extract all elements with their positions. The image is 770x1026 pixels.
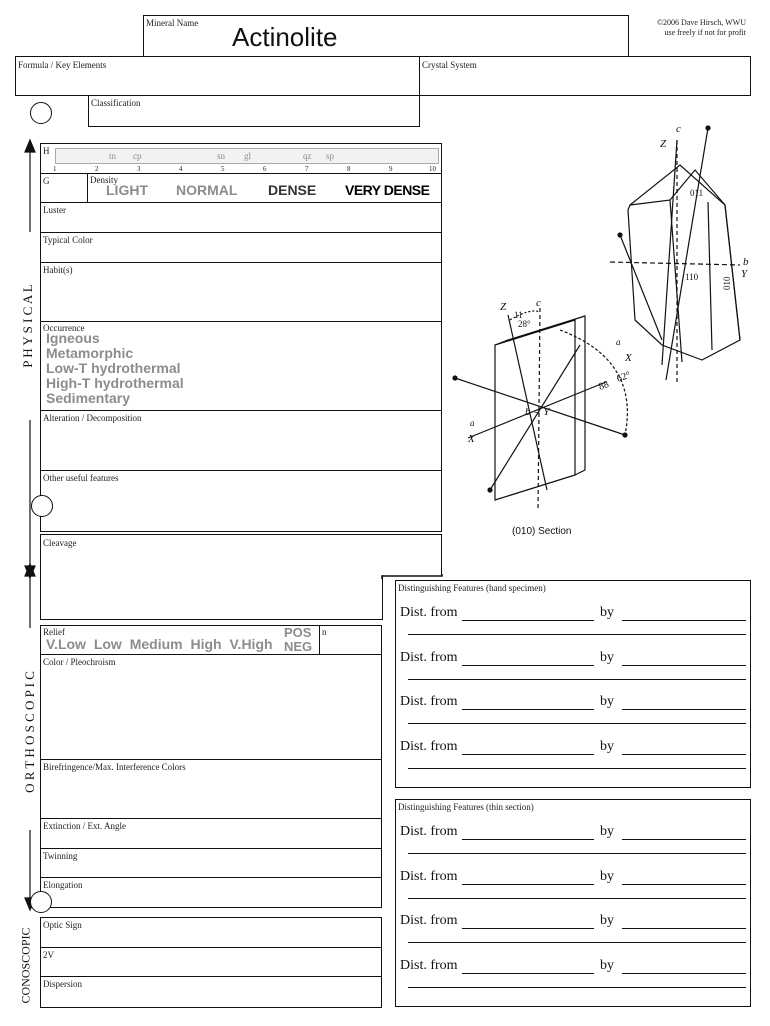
dist-thin-from-2: Dist. from bbox=[400, 869, 458, 884]
hardness-ref-tn: tn bbox=[109, 151, 117, 161]
occurrence-low-t-hydrothermal[interactable]: Low-T hydrothermal bbox=[46, 360, 181, 376]
other-features-box[interactable] bbox=[40, 470, 442, 532]
relief-vhigh[interactable]: V.High bbox=[229, 636, 273, 652]
dist-thin-line-from-3[interactable] bbox=[462, 928, 594, 929]
crystal-diagram bbox=[440, 120, 760, 570]
mineral-name-box[interactable] bbox=[143, 15, 629, 57]
occurrence-igneous[interactable]: Igneous bbox=[46, 330, 100, 346]
dist-thin-line-2nd-3[interactable] bbox=[408, 942, 746, 943]
relief-vlow[interactable]: V.Low bbox=[46, 636, 86, 652]
dist-hand-by-3: by bbox=[600, 694, 614, 709]
label-face-011: 011 bbox=[690, 188, 704, 198]
dist-hand-line-2nd-4[interactable] bbox=[408, 768, 746, 769]
dist-thin-by-4: by bbox=[600, 958, 614, 973]
mineral-name-label: Mineral Name bbox=[146, 18, 199, 28]
dist-thin-line-by-1[interactable] bbox=[622, 839, 746, 840]
other-features-label: Other useful features bbox=[43, 473, 119, 483]
cleavage-label: Cleavage bbox=[43, 538, 77, 548]
physical-arrowhead-up bbox=[25, 140, 35, 152]
dist-thin-from-3: Dist. from bbox=[400, 913, 458, 928]
crystal-system-box[interactable] bbox=[419, 56, 751, 96]
relief-low[interactable]: Low bbox=[93, 636, 122, 652]
dist-hand-title: Distinguishing Features (hand specimen) bbox=[398, 583, 546, 593]
hardness-box[interactable] bbox=[40, 143, 442, 175]
habits-box[interactable] bbox=[40, 262, 442, 322]
dist-thin-line-from-1[interactable] bbox=[462, 839, 594, 840]
n-label: n bbox=[322, 627, 327, 637]
hardness-tick-8: 8 bbox=[347, 165, 351, 173]
alteration-label: Alteration / Decomposition bbox=[43, 413, 142, 423]
hardness-ref-sp: sp bbox=[326, 151, 335, 161]
label-ang-88: 88 bbox=[597, 379, 611, 393]
dist-hand-by-4: by bbox=[600, 739, 614, 754]
occurrence-high-t-hydrothermal[interactable]: High-T hydrothermal bbox=[46, 375, 184, 391]
copyright-line1: ©2006 Dave Hirsch, WWU bbox=[656, 18, 746, 27]
classification-label: Classification bbox=[91, 98, 141, 108]
hardness-ref-qz: qz bbox=[303, 151, 312, 161]
luster-box[interactable] bbox=[40, 202, 442, 233]
dist-thin-row-3[interactable] bbox=[400, 913, 746, 953]
two-v-box[interactable] bbox=[40, 947, 382, 977]
formula-box[interactable] bbox=[15, 56, 420, 96]
luster-label: Luster bbox=[43, 205, 66, 215]
dist-hand-line-by-1[interactable] bbox=[622, 620, 746, 621]
relief-high[interactable]: High bbox=[190, 636, 222, 652]
relief-pos[interactable]: POS bbox=[284, 625, 312, 640]
label-a-right: a bbox=[616, 337, 621, 347]
two-v-label: 2V bbox=[43, 950, 54, 960]
dist-thin-row-4[interactable] bbox=[400, 958, 746, 998]
dispersion-label: Dispersion bbox=[43, 979, 82, 989]
label-x-sec: X bbox=[468, 433, 475, 445]
physical-section-label: P H Y S I C A L bbox=[20, 284, 35, 368]
dist-hand-line-by-2[interactable] bbox=[622, 665, 746, 666]
label-z-sec: Z bbox=[500, 301, 507, 313]
dist-thin-by-2: by bbox=[600, 869, 614, 884]
occurrence-metamorphic[interactable]: Metamorphic bbox=[46, 345, 134, 361]
mineral-name-value: Actinolite bbox=[232, 22, 338, 52]
label-x-right: X bbox=[625, 352, 632, 364]
dist-hand-row-3[interactable] bbox=[400, 694, 746, 734]
crystal-system-label: Crystal System bbox=[422, 60, 477, 70]
relief-options bbox=[46, 636, 273, 652]
relief-label: Relief bbox=[43, 627, 65, 637]
dist-hand-line-2nd-2[interactable] bbox=[408, 679, 746, 680]
diagram-caption: (010) Section bbox=[512, 526, 572, 537]
other-features-circle bbox=[31, 495, 53, 517]
dist-thin-line-2nd-4[interactable] bbox=[408, 987, 746, 988]
color-pleochroism-label: Color / Pleochroism bbox=[43, 657, 116, 667]
dist-thin-row-2[interactable] bbox=[400, 869, 746, 909]
hardness-tick-5: 5 bbox=[221, 165, 225, 173]
hardness-ref-cp: cp bbox=[133, 151, 142, 161]
alteration-box[interactable] bbox=[40, 410, 442, 471]
dist-thin-line-2nd-1[interactable] bbox=[408, 853, 746, 854]
copyright-line2: use freely if not for profit bbox=[664, 28, 746, 37]
dist-thin-by-3: by bbox=[600, 913, 614, 928]
dist-hand-line-from-4[interactable] bbox=[462, 754, 594, 755]
dist-hand-by-2: by bbox=[600, 650, 614, 665]
dist-thin-line-by-2[interactable] bbox=[622, 884, 746, 885]
label-y: Y bbox=[741, 268, 748, 280]
density-light[interactable]: LIGHT bbox=[106, 182, 148, 198]
birefringence-label: Birefringence/Max. Interference Colors bbox=[43, 762, 186, 772]
hardness-label: H bbox=[43, 146, 50, 156]
dist-thin-line-by-4[interactable] bbox=[622, 973, 746, 974]
hardness-ref-sn: sn bbox=[217, 151, 226, 161]
dist-hand-by-1: by bbox=[600, 605, 614, 620]
dist-hand-row-1[interactable] bbox=[400, 605, 746, 645]
dist-hand-line-from-2[interactable] bbox=[462, 665, 594, 666]
dist-thin-title: Distinguishing Features (thin section) bbox=[398, 802, 534, 812]
color-pleochroism-box[interactable] bbox=[40, 654, 382, 760]
dist-thin-line-from-4[interactable] bbox=[462, 973, 594, 974]
occurrence-box[interactable] bbox=[40, 321, 442, 411]
density-label: Density bbox=[90, 175, 118, 185]
occurrence-options bbox=[46, 331, 184, 406]
elongation-box[interactable] bbox=[40, 877, 382, 908]
dist-hand-line-2nd-1[interactable] bbox=[408, 634, 746, 635]
dispersion-box[interactable] bbox=[40, 976, 382, 1008]
label-c-top: c bbox=[676, 123, 681, 135]
relief-medium[interactable]: Medium bbox=[129, 636, 183, 652]
label-a-sec: a bbox=[470, 418, 475, 428]
hardness-tick-3: 3 bbox=[137, 165, 141, 173]
label-ang-28: 28° bbox=[518, 319, 531, 329]
density-normal[interactable]: NORMAL bbox=[176, 182, 238, 198]
g-label: G bbox=[43, 176, 50, 186]
hardness-ref-gl: gl bbox=[244, 151, 252, 161]
cleavage-box[interactable] bbox=[40, 534, 442, 576]
density-dense[interactable]: DENSE bbox=[268, 182, 317, 198]
birefringence-box[interactable] bbox=[40, 759, 382, 819]
hardness-tick-7: 7 bbox=[305, 165, 309, 173]
hardness-tick-2: 2 bbox=[95, 165, 99, 173]
dist-thin-box[interactable] bbox=[395, 799, 751, 1007]
density-very-dense[interactable]: VERY DENSE bbox=[345, 182, 430, 198]
dist-hand-line-by-3[interactable] bbox=[622, 709, 746, 710]
dist-hand-row-2[interactable] bbox=[400, 650, 746, 690]
n-box[interactable] bbox=[319, 625, 382, 655]
label-b: b bbox=[743, 256, 749, 268]
formula-label: Formula / Key Elements bbox=[18, 60, 107, 70]
hardness-tick-4: 4 bbox=[179, 165, 183, 173]
label-c-sec: c bbox=[536, 297, 541, 309]
cleavage-box-lower[interactable] bbox=[40, 575, 383, 620]
habits-label: Habit(s) bbox=[43, 265, 73, 275]
occurrence-sedimentary[interactable]: Sedimentary bbox=[46, 390, 131, 406]
optic-sign-label: Optic Sign bbox=[43, 920, 82, 930]
dist-hand-from-1: Dist. from bbox=[400, 605, 458, 620]
hardness-tick-9: 9 bbox=[389, 165, 393, 173]
dist-thin-line-from-2[interactable] bbox=[462, 884, 594, 885]
label-ang-11: 11 bbox=[514, 310, 523, 320]
dist-thin-from-1: Dist. from bbox=[400, 824, 458, 839]
dist-thin-line-2nd-2[interactable] bbox=[408, 898, 746, 899]
dist-hand-line-by-4[interactable] bbox=[622, 754, 746, 755]
dist-thin-line-by-3[interactable] bbox=[622, 928, 746, 929]
dist-hand-from-4: Dist. from bbox=[400, 739, 458, 754]
label-z-top: Z bbox=[660, 138, 667, 150]
typical-color-label: Typical Color bbox=[43, 235, 93, 245]
dist-hand-row-4[interactable] bbox=[400, 739, 746, 779]
extinction-label: Extinction / Ext. Angle bbox=[43, 821, 126, 831]
conoscopic-section-label: CONOSCOPIC bbox=[18, 927, 33, 1004]
dist-hand-line-from-3[interactable] bbox=[462, 709, 594, 710]
classification-box[interactable] bbox=[88, 95, 420, 127]
dist-thin-by-1: by bbox=[600, 824, 614, 839]
optic-sign-box[interactable] bbox=[40, 917, 382, 948]
dist-hand-from-2: Dist. from bbox=[400, 650, 458, 665]
elongation-label: Elongation bbox=[43, 880, 83, 890]
dist-hand-line-from-1[interactable] bbox=[462, 620, 594, 621]
occurrence-label: Occurrence bbox=[43, 323, 85, 333]
twinning-box[interactable] bbox=[40, 848, 382, 878]
orthoscopic-section-label: O R T H O S C O P I C bbox=[22, 671, 37, 793]
twinning-label: Twinning bbox=[43, 851, 78, 861]
elongation-circle bbox=[30, 891, 52, 913]
dist-hand-from-3: Dist. from bbox=[400, 694, 458, 709]
relief-neg[interactable]: NEG bbox=[284, 639, 313, 654]
hardness-tick-10: 10 bbox=[429, 165, 436, 173]
dist-hand-line-2nd-3[interactable] bbox=[408, 723, 746, 724]
dist-hand-box[interactable] bbox=[395, 580, 751, 788]
relief-box[interactable] bbox=[40, 625, 320, 655]
typical-color-box[interactable] bbox=[40, 232, 442, 263]
label-ang-62: 62° bbox=[615, 369, 633, 385]
hardness-tick-6: 6 bbox=[263, 165, 267, 173]
g-box[interactable] bbox=[40, 173, 88, 203]
dist-thin-row-1[interactable] bbox=[400, 824, 746, 864]
hardness-tick-1: 1 bbox=[53, 165, 57, 173]
extinction-box[interactable] bbox=[40, 818, 382, 849]
dist-thin-from-4: Dist. from bbox=[400, 958, 458, 973]
label-face-110: 110 bbox=[685, 272, 699, 282]
label-face-010: 010 bbox=[722, 276, 732, 290]
label-b-sec: b = Y bbox=[525, 406, 550, 418]
